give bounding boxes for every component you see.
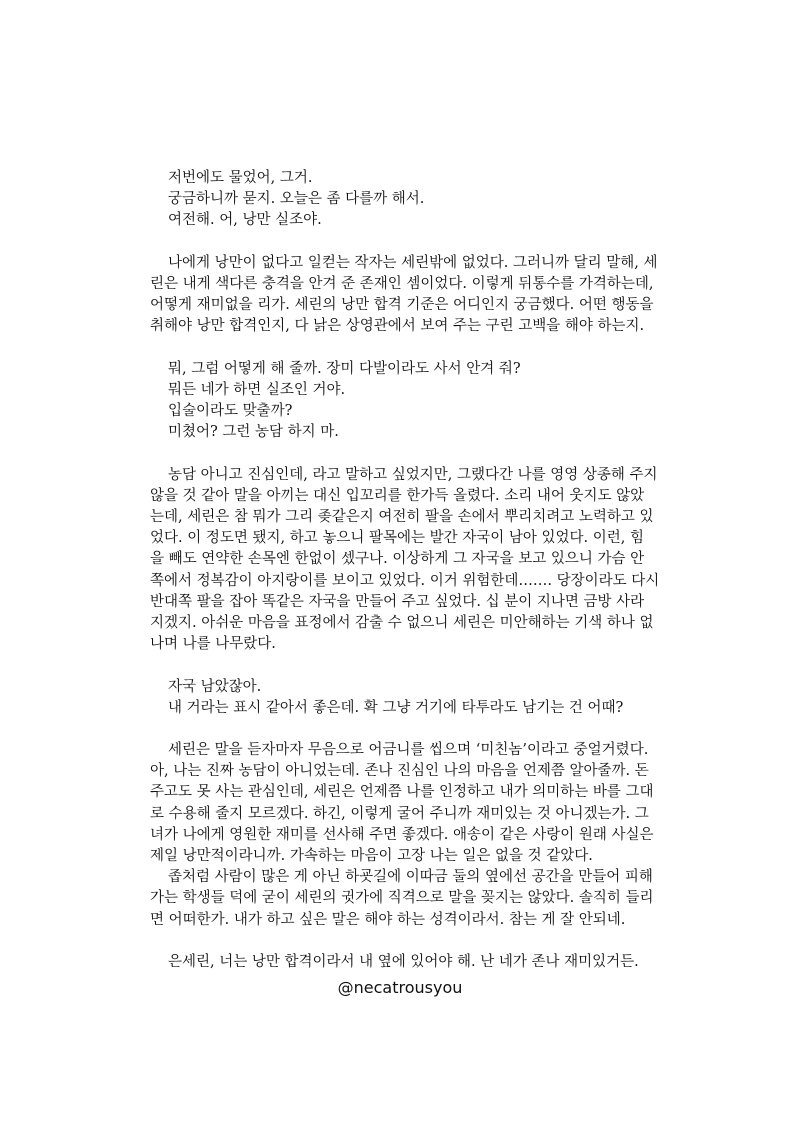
- prose-line: 아, 나는 진짜 농담이 아니었는데. 존나 진심인 나의 마음을 언제쯤 알아줄까. 돈: [150, 763, 649, 780]
- paragraph-gap: [150, 232, 652, 253]
- prose-line: 주고도 못 사는 관심인데, 세린은 언제쯤 나를 인정하고 내가 의미하는 바를 그대: [150, 784, 654, 801]
- paragraph-gap: [150, 338, 652, 359]
- prose-line: 나에게 낭만이 없다고 일컫는 작자는 세린밖에 없었다. 그러니까 달리 말해, 세: [168, 254, 658, 271]
- story-body: [150, 168, 660, 973]
- paragraph-gap: [150, 655, 652, 676]
- dialogue-line: 저번에도 물었어, 그거.: [168, 170, 313, 186]
- prose-line: 었다. 이 정도면 됐지, 하고 놓으니 팔목에는 발간 자국이 남아 있었다. 이런, 힘: [150, 530, 644, 547]
- prose-line: 취해야 낭만 합격인지, 다 낡은 상영관에서 보여 주는 구린 고백을 해야 하는지.: [150, 318, 645, 335]
- dialogue-line: 내 거라는 표시 같아서 좋은데. 확 그냥 거기에 타투라도 남기는 건 어때?: [168, 699, 624, 716]
- prose-line: 제일 낭만적이라니까. 가속하는 마음이 고장 나는 일은 없을 것 같았다.: [150, 848, 593, 864]
- dialogue-block-1: [150, 168, 652, 232]
- dialogue-line: 궁금하니까 묻지. 오늘은 좀 다를까 해서.: [168, 191, 425, 208]
- prose-line: 는데, 세린은 참 뭐가 그리 좆같은지 여전히 팔을 손에서 뿌리치려고 노력하고 있: [150, 509, 654, 525]
- dialogue-line: 미쳤어? 그런 농담 하지 마.: [168, 424, 339, 441]
- paragraph-gap: [150, 443, 652, 464]
- dialogue-line: 뭐든 네가 하면 실조인 거야.: [168, 381, 346, 398]
- prose-line: 가는 학생들 덕에 굳이 세린의 귓가에 직격으로 말을 꽂지는 않았다. 솔직히 들리: [150, 890, 654, 907]
- prose-line: 쪽에서 정복감이 아지랑이를 보이고 있었다. 이거 위험한데……. 당장이라도 다시: [150, 572, 660, 589]
- dialogue-line: 자국 남았잖아.: [168, 678, 262, 695]
- prose-line: 면 어떠한가. 내가 하고 싶은 말은 해야 하는 성격이라서. 참는 게 잘 안되네.: [150, 911, 626, 928]
- prose-paragraph-1: [150, 253, 658, 338]
- prose-line: 을 빼도 연약한 손목엔 한없이 셌구나. 이상하게 그 자국을 보고 있으니 가슴 안: [150, 551, 645, 568]
- paragraph-gap: [150, 931, 652, 952]
- prose-line: 린은 내게 색다른 충격을 안겨 준 존재인 셈이었다. 이렇게 뒤통수를 가격하는데,: [150, 275, 654, 292]
- prose-paragraph-3: [150, 740, 652, 931]
- prose-line: 농담 아니고 진심인데, 라고 말하고 싶었지만, 그랬다간 나를 영영 상종해 주지: [168, 466, 658, 483]
- prose-paragraph-4: [150, 952, 652, 973]
- prose-line: 반대쪽 팔을 잡아 똑같은 자국을 만들어 주고 싶었다. 십 분이 지나면 금방 사라: [150, 593, 645, 610]
- paragraph-gap: [150, 719, 652, 740]
- prose-line: 나며 나를 나무랐다.: [150, 636, 276, 653]
- prose-line: 세린은 말을 듣자마자 무음으로 어금니를 씹으며 ‘미친놈’이라고 중얼거렸다.: [168, 742, 649, 759]
- prose-paragraph-2: [150, 465, 660, 656]
- prose-line: 좁처럼 사람이 많은 게 아닌 하굣길에 이따금 둘의 옆에선 공간을 만들어 피해: [168, 869, 653, 886]
- dialogue-line: 입술이라도 맞출까?: [168, 403, 293, 420]
- prose-line: 않을 것 같아 말을 아끼는 대신 입꼬리를 한가득 올렸다. 소리 내어 웃지도 않았: [150, 487, 645, 504]
- prose-line: 은세린, 너는 낭만 합격이라서 내 옆에 있어야 해. 난 네가 존나 재미있거든.: [168, 953, 639, 970]
- dialogue-block-3: [150, 677, 652, 719]
- prose-line: 지겠지. 아쉬운 마음을 표정에서 감출 수 없으니 세린은 미안해하는 기색 하나 없: [150, 614, 654, 631]
- author-signature: @necatrousyou: [337, 978, 463, 997]
- dialogue-line: 여전해. 어, 낭만 실조야.: [168, 212, 322, 229]
- dialogue-block-2: [150, 359, 652, 444]
- prose-line: 녀가 나에게 영원한 재미를 선사해 주면 좋겠다. 애송이 같은 사랑이 원래 사실은: [150, 826, 654, 843]
- prose-line: 로 수용해 줄지 모르겠다. 하긴, 이렇게 굴어 주니까 재미있는 것 아니겠는가. 그: [150, 805, 649, 822]
- prose-line: 어떻게 재미없을 리가. 세린의 낭만 합격 기준은 어디인지 궁금했다. 어떤 행동을: [150, 297, 654, 314]
- dialogue-line: 뭐, 그럼 어떻게 해 줄까. 장미 다발이라도 사서 안겨 줘?: [168, 360, 521, 377]
